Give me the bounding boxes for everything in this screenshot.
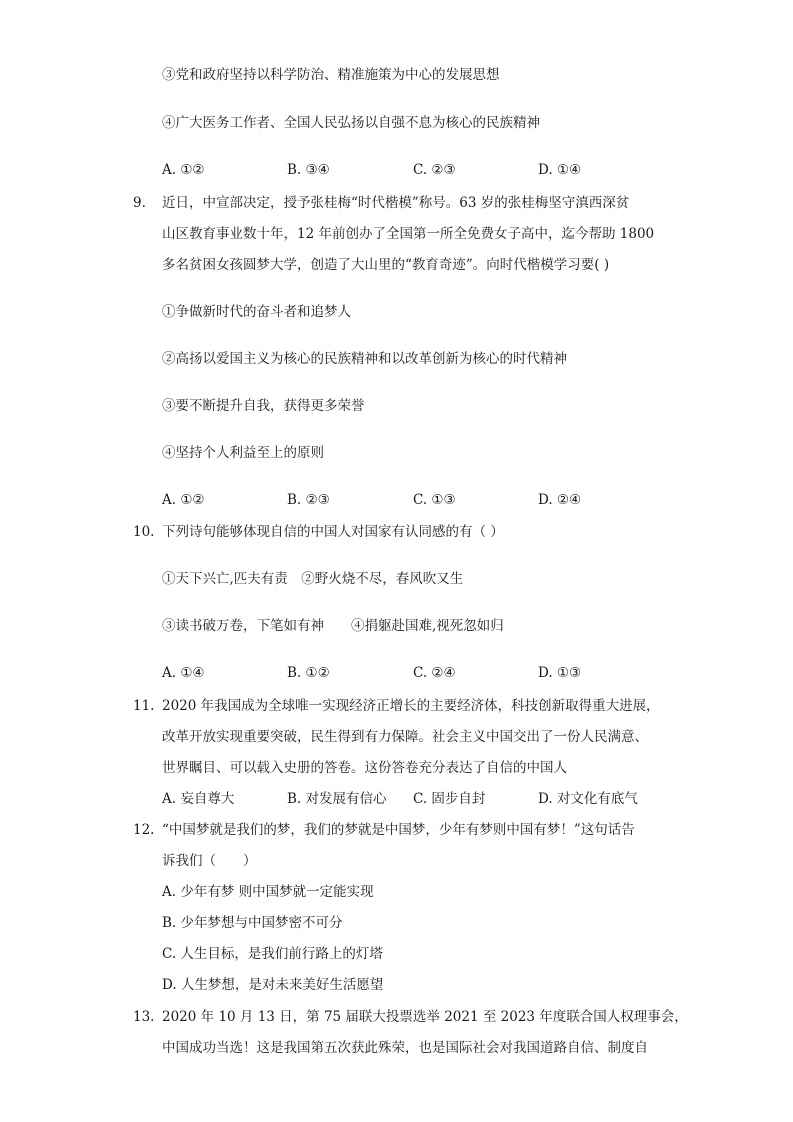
q11-option-a: A. 妄自尊大: [162, 791, 235, 807]
q9-option-a: A. ①②: [162, 492, 205, 508]
q9-statement-4: ④坚持个人利益至上的原则: [162, 445, 324, 461]
q9-statement-3: ③要不断提升自我，获得更多荣誉: [162, 398, 365, 414]
q10-statements-line-1: ①天下兴亡,匹夫有责 ②野火烧不尽，春风吹又生: [162, 571, 464, 587]
q12-stem-line-2: 诉我们（ ）: [162, 853, 257, 869]
q13-stem-line-1: 2020 年 10 月 13 日，第 75 届联大投票选举 2021 至 2023 年度联合国人权理事会，: [162, 1009, 688, 1025]
q11-stem-line-2: 改革开放实现重要突破，民生得到有力保障。社会主义中国交出了一份人民满意、: [162, 729, 648, 745]
q9-stem-line-1: 近日，中宣部决定，授予张桂梅“时代楷模”称号。63 岁的张桂梅坚守滇西深贫: [162, 195, 630, 211]
q10-statements-line-2: ③读书破万卷，下笔如有神 ④捐躯赴国难,视死忽如归: [162, 618, 504, 634]
q11-option-b: B. 对发展有信心: [287, 791, 387, 807]
q11-stem-line-3: 世界瞩目、可以载入史册的答卷。这份答卷充分表达了自信的中国人: [162, 760, 567, 776]
q13-stem-line-2: 中国成功当选！这是我国第五次获此殊荣，也是国际社会对我国道路自信、制度自: [162, 1040, 648, 1056]
q10-option-a: A. ①④: [162, 665, 205, 681]
q10-number: 10.: [133, 524, 155, 540]
q8-option-c: C. ②③: [413, 162, 456, 178]
q9-option-d: D. ②④: [538, 492, 582, 508]
q11-number: 11.: [133, 698, 155, 714]
q9-stem-line-3: 多名贫困女孩圆梦大学，创造了大山里的“教育奇迹”。向时代楷模学习要( ): [162, 257, 610, 273]
q12-option-d: D. 人生梦想，是对未来美好生活愿望: [162, 977, 384, 993]
q12-number: 12.: [133, 822, 155, 838]
q10-option-c: C. ②④: [413, 665, 456, 681]
q9-option-c: C. ①③: [413, 492, 456, 508]
q12-option-b: B. 少年梦想与中国梦密不可分: [162, 915, 343, 931]
q8-option-a: A. ①②: [162, 162, 205, 178]
q8-statement-4: ④广大医务工作者、全国人民弘扬以自强不息为核心的民族精神: [162, 115, 540, 131]
q10-stem: 下列诗句能够体现自信的中国人对国家有认同感的有（ ）: [162, 524, 504, 540]
q12-option-c: C. 人生目标，是我们前行路上的灯塔: [162, 946, 383, 962]
q11-stem-line-1: 2020 年我国成为全球唯一实现经济正增长的主要经济体，科技创新取得重大进展，: [162, 698, 660, 714]
q11-option-c: C. 固步自封: [413, 791, 486, 807]
q11-option-d: D. 对文化有底气: [538, 791, 638, 807]
q8-statement-3: ③党和政府坚持以科学防治、精准施策为中心的发展思想: [162, 67, 500, 83]
q8-option-b: B. ③④: [287, 162, 330, 178]
q12-stem-line-1: “中国梦就是我们的梦，我们的梦就是中国梦，少年有梦则中国有梦！”这句话告: [162, 822, 635, 838]
q12-option-a: A. 少年有梦 则中国梦就一定能实现: [162, 884, 374, 900]
q9-number: 9.: [133, 195, 146, 211]
q10-option-b: B. ①②: [287, 665, 330, 681]
q9-stem-line-2: 山区教育事业数十年，12 年前创办了全国第一所全免费女子高中，迄今帮助 1800: [162, 226, 655, 242]
q8-option-d: D. ①④: [538, 162, 582, 178]
q10-option-d: D. ①③: [538, 665, 582, 681]
q9-option-b: B. ②③: [287, 492, 330, 508]
q13-number: 13.: [133, 1009, 155, 1025]
q9-statement-2: ②高扬以爱国主义为核心的民族精神和以改革创新为核心的时代精神: [162, 351, 567, 367]
q9-statement-1: ①争做新时代的奋斗者和追梦人: [162, 304, 351, 320]
